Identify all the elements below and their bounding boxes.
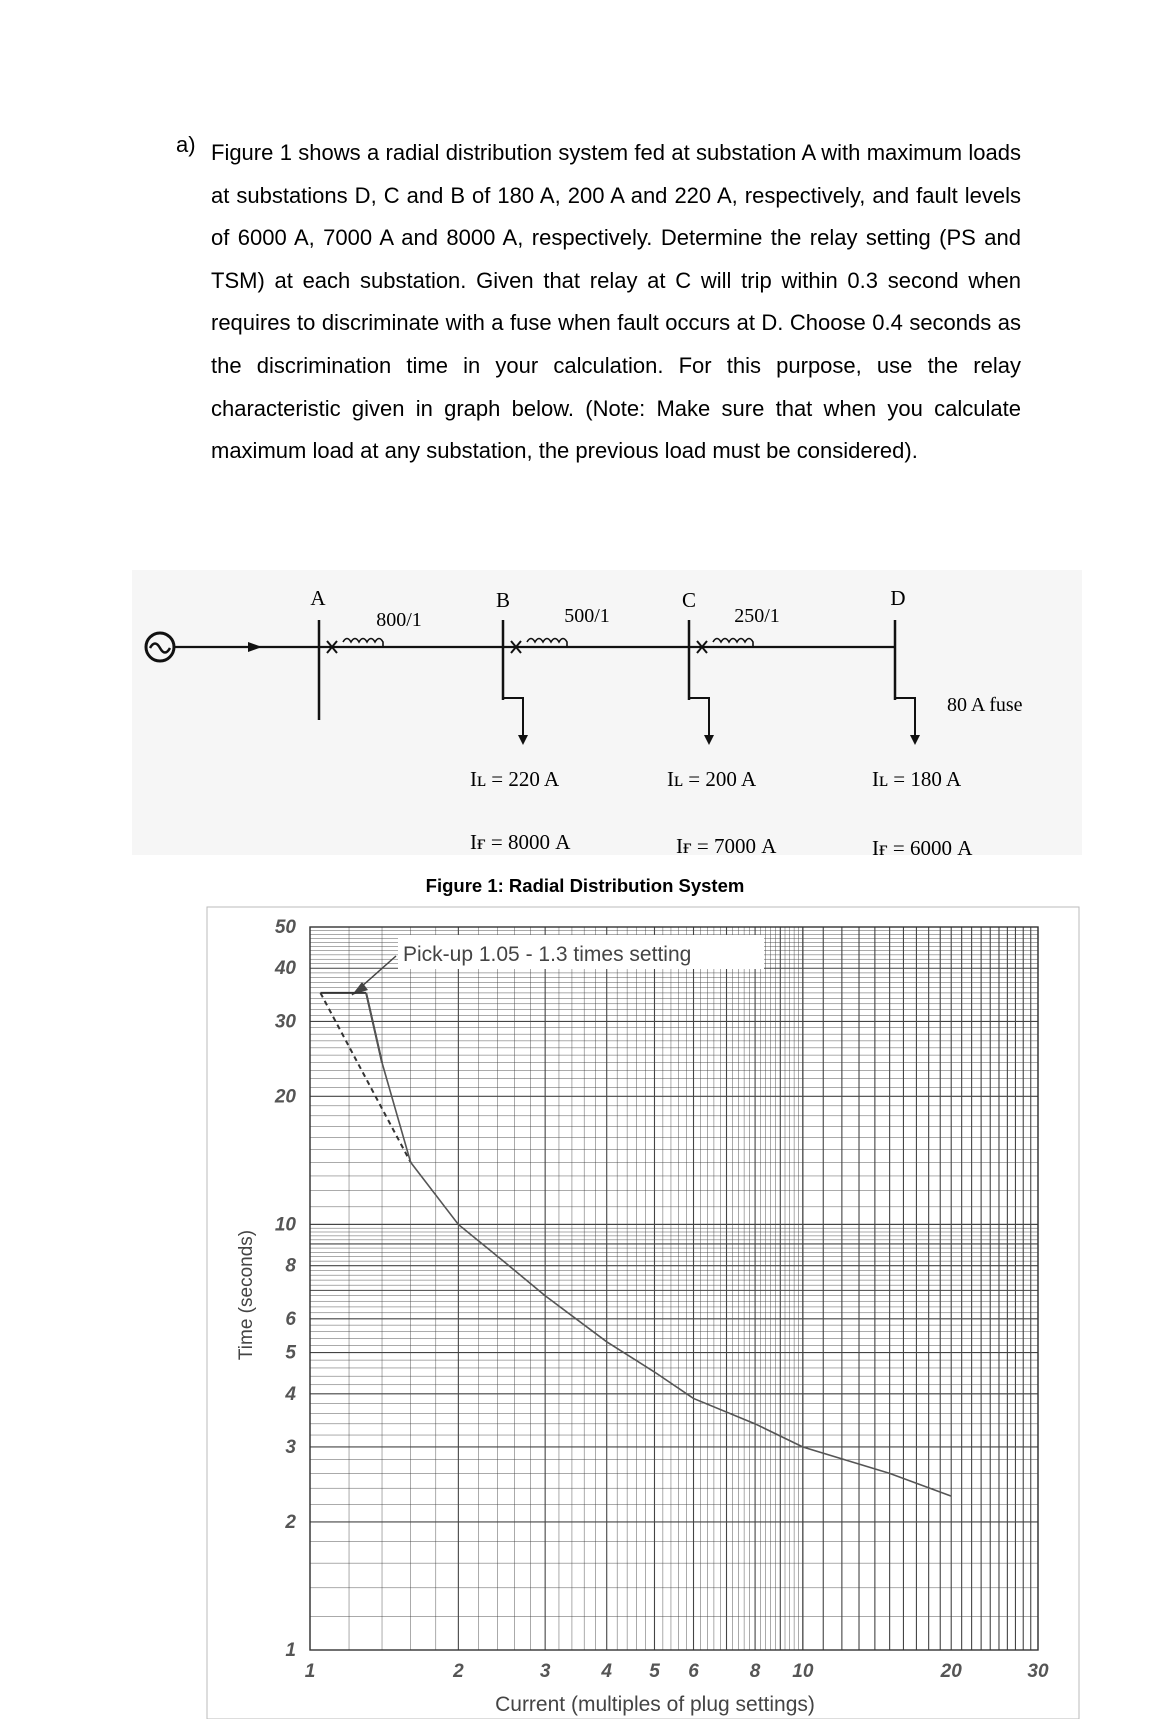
- ct-ratio-b: 500/1: [564, 605, 610, 627]
- fuse-label: 80 A fuse: [947, 694, 1023, 716]
- substation-c-label: C: [681, 588, 697, 612]
- x-tick-label: 8: [749, 1661, 761, 1682]
- x-tick-label: 30: [1027, 1661, 1049, 1682]
- y-tick-label: 10: [274, 1214, 296, 1236]
- substation-d-label: D: [890, 586, 906, 610]
- x-tick-label: 6: [688, 1661, 699, 1682]
- load-b: Iʟ = 220 A: [470, 767, 560, 791]
- x-tick-label: 20: [940, 1661, 962, 1682]
- x-tick-label: 5: [649, 1661, 660, 1682]
- fault-d: Iғ = 6000 A: [872, 836, 973, 860]
- y-tick-label: 6: [285, 1308, 296, 1330]
- y-tick-label: 5: [285, 1342, 296, 1364]
- question-text: Figure 1 shows a radial distribution system fed at substation A with maximum loads at substations D, C and B of 180 A, 200 A and 220 A, respectively, and fault levels of 6000 A, 7000 A and 8000 A, respectively. Determine the relay setting (PS and TSM) at each substation. Given that relay at C will trip within 0.3 second when requires to discriminate with a fuse when fault occurs at D. Choose 0.4 seconds as the discrimination time in your calculation. For this purpose, use the relay characteristic given in graph below. (Note: Make sure that when you calculate maximum load at any substation, the previous load must be considered).: [211, 140, 1021, 464]
- y-tick-label: 2: [285, 1511, 296, 1533]
- x-tick-label: 3: [539, 1661, 551, 1682]
- y-axis-label: Time (seconds): [236, 1229, 257, 1361]
- y-tick-label: 8: [285, 1255, 296, 1277]
- y-tick-label: 50: [274, 917, 296, 938]
- y-tick-label: 30: [274, 1011, 296, 1033]
- y-tick-label: 1: [285, 1640, 296, 1661]
- y-tick-label: 40: [274, 958, 296, 980]
- y-tick-label: 20: [274, 1086, 296, 1108]
- figure-caption: Figure 1: Radial Distribution System: [425, 875, 745, 896]
- x-tick-label: 1: [304, 1661, 316, 1682]
- x-tick-label: 10: [792, 1661, 814, 1682]
- x-tick-label: 2: [453, 1661, 464, 1682]
- y-tick-label: 3: [285, 1436, 296, 1458]
- x-axis-label: Current (multiples of plug settings): [495, 1693, 815, 1716]
- load-c: Iʟ = 200 A: [667, 767, 757, 791]
- ct-ratio-a: 800/1: [376, 609, 422, 631]
- load-d: Iʟ = 180 A: [872, 767, 962, 791]
- x-tick-label: 4: [601, 1661, 613, 1682]
- fault-b: Iғ = 8000 A: [470, 830, 571, 854]
- ct-ratio-c: 250/1: [734, 605, 780, 627]
- y-tick-label: 4: [285, 1383, 296, 1405]
- substation-b-label: B: [495, 588, 511, 612]
- fault-c: Iғ = 7000 A: [676, 834, 777, 858]
- pickup-annotation: Pick-up 1.05 - 1.3 times setting: [403, 943, 692, 966]
- substation-a-label: A: [310, 586, 326, 610]
- question-label: a): [176, 132, 196, 157]
